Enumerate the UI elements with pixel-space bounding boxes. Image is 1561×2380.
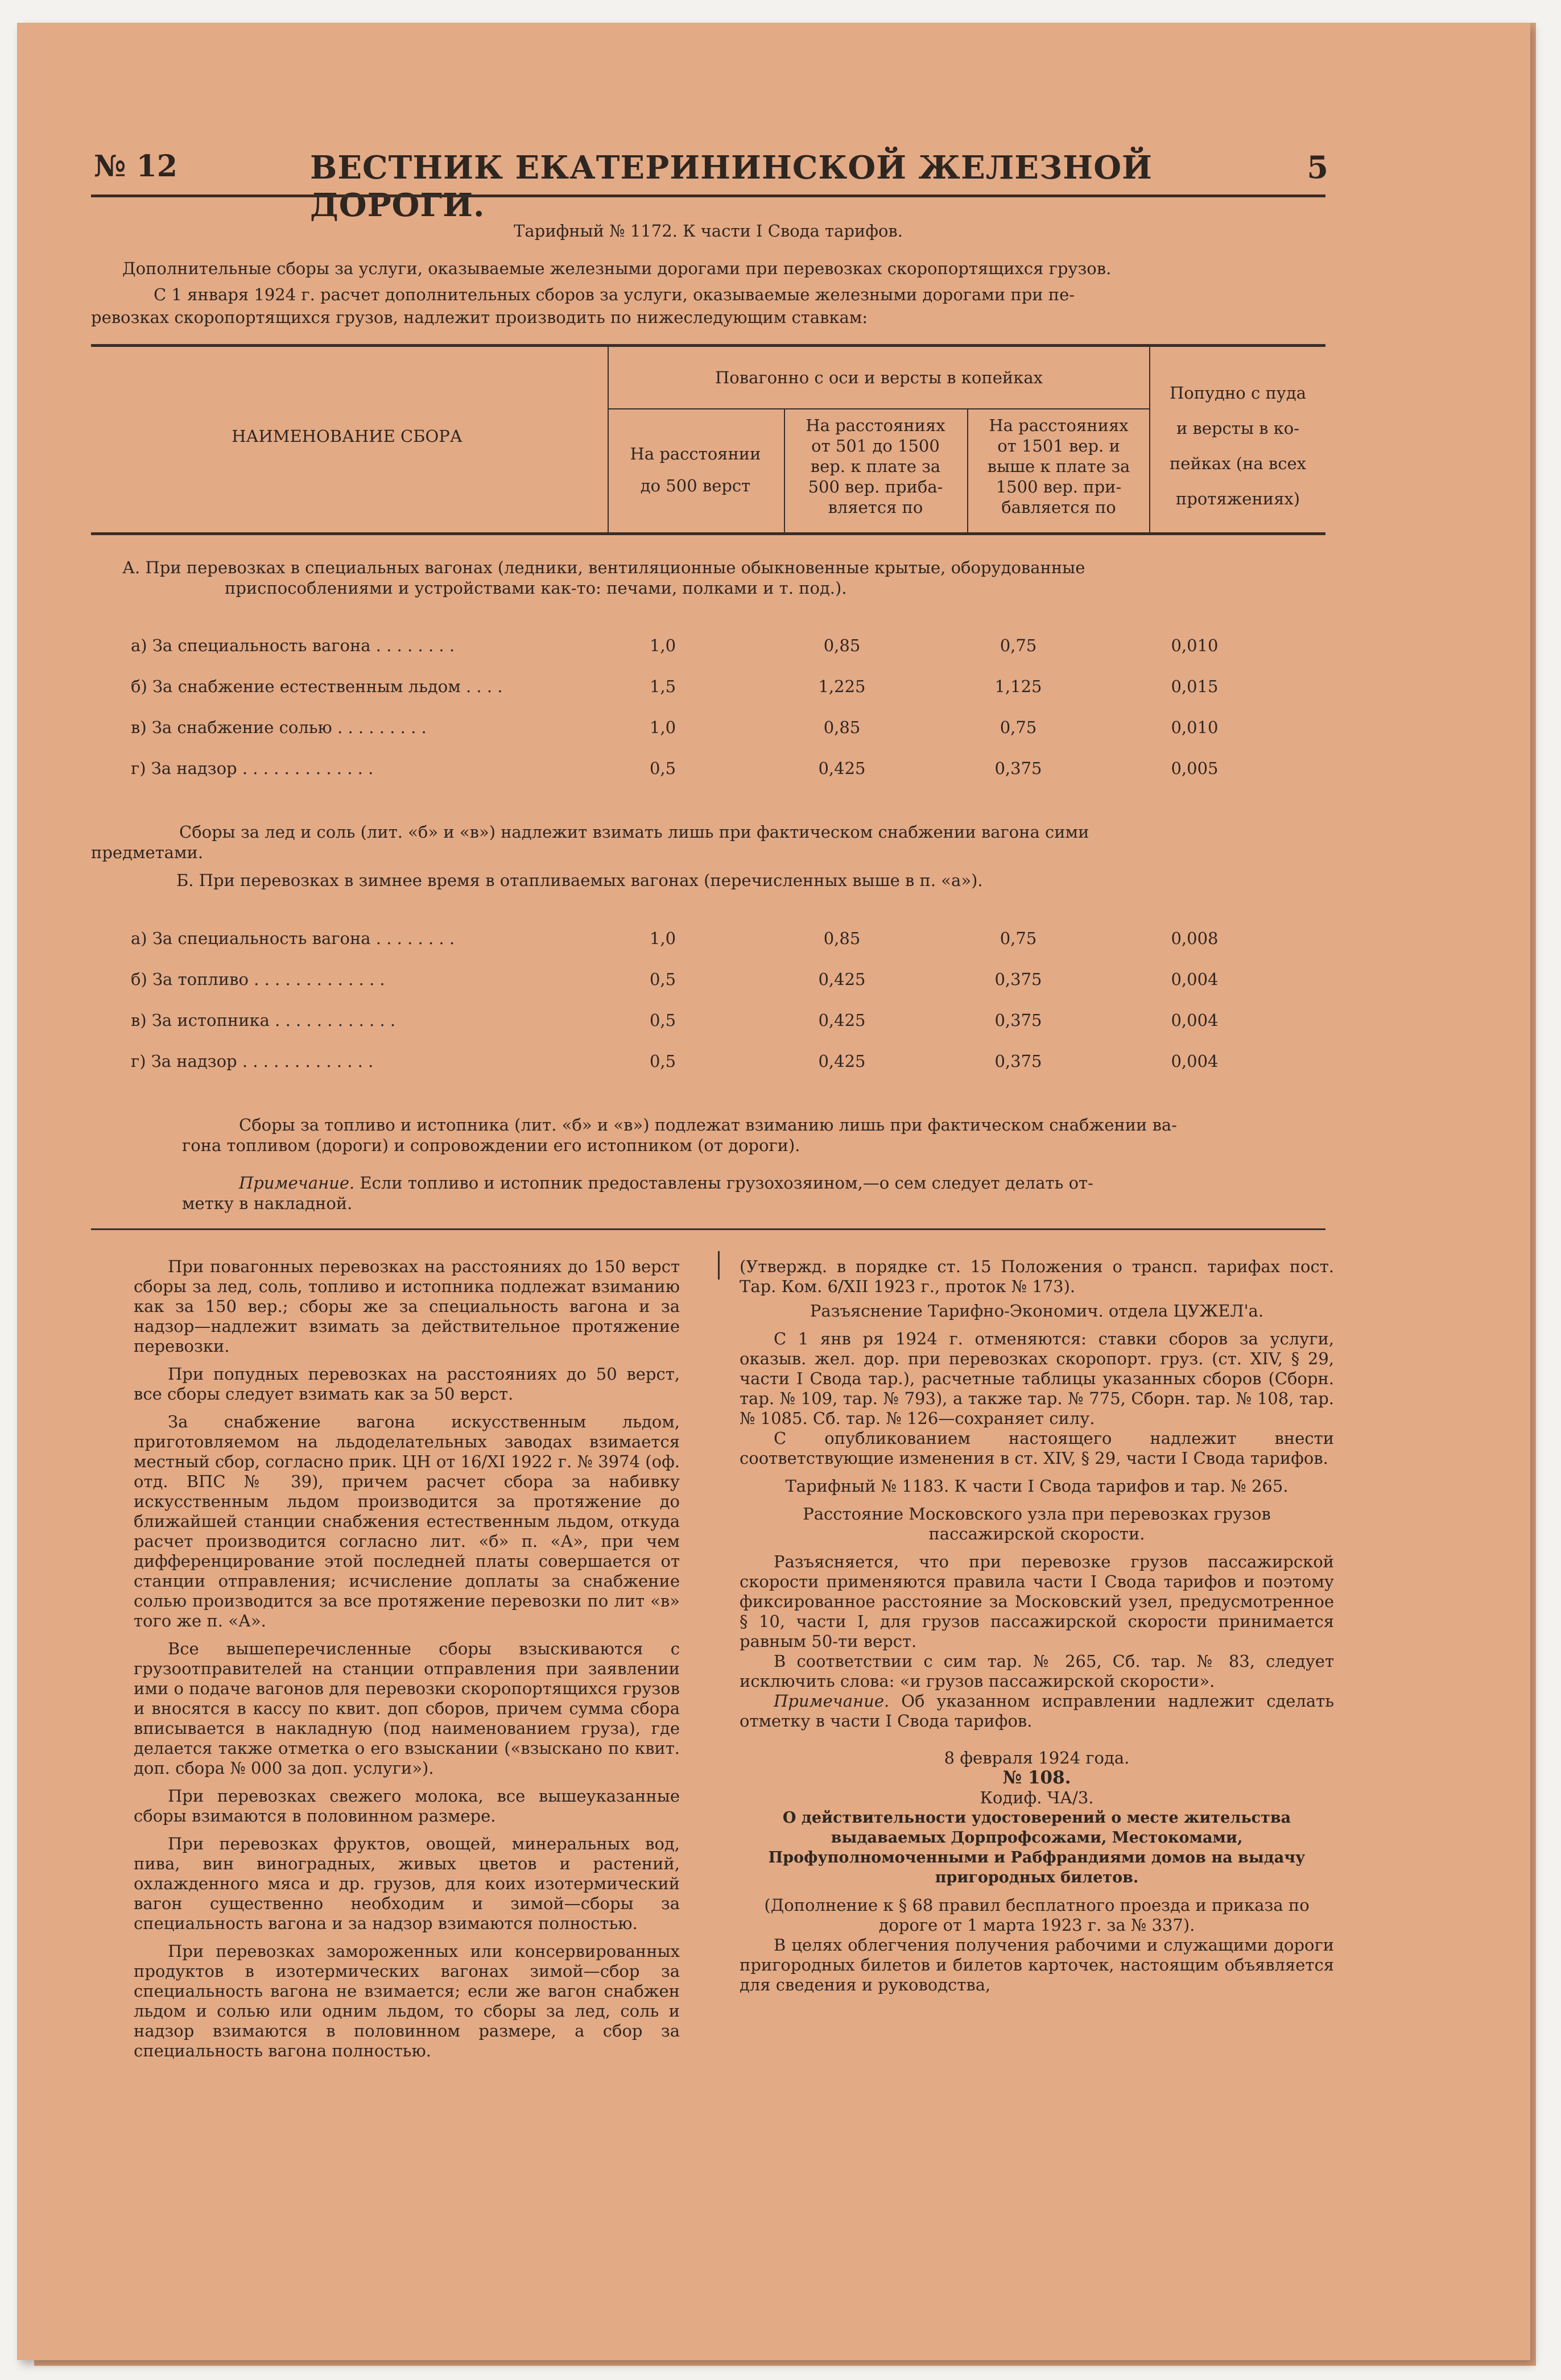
col1-line: На расстоянии [630,444,761,463]
table-cell: 0,004 [1171,1052,1219,1071]
table-cell: 0,010 [1171,636,1219,655]
col1-line: до 500 верст [640,476,751,495]
table-cell: 1,125 [994,677,1042,696]
note-a-line-2: предметами. [91,843,204,862]
table-top-rule [91,344,1325,347]
table-cell: 0,425 [818,970,866,989]
table-cell: 0,75 [1000,929,1037,948]
right-paragraph: В соответствии с сим тар. № 265, Сб. тар. № 83, следует исключить слова: «и грузов пассажирской скорости». [740,1651,1334,1691]
tariff-heading: Тарифный № 1172. К части I Свода тарифов. [514,221,903,241]
col3-line: 1500 вер. при- [996,477,1122,496]
table-header-split [608,408,1149,409]
table-cell: 0,5 [649,1011,676,1030]
right-paragraph: В целях облегчения получения рабочими и служащими дороги пригородных билетов и билетов карточек, настоящим объявляется для сведения и руководства, [740,1935,1334,1994]
table-cell: 0,375 [994,759,1042,778]
table-cell: 1,0 [649,718,676,737]
section-a-line-2: приспособлениями и устройствами как-то: печами, полками и т. под.). [225,578,847,598]
intro-line-1: Дополнительные сборы за услуги, оказываемые железными дорогами при перевозках скоропортящихся грузов. [122,259,1112,278]
left-paragraph: При повагонных перевозках на расстояниях до 150 верст сборы за лед, соль, топливо и истопника подлежат взиманию как за 150 вер.; сборы же за специальность вагона и за надзор—надлежит взимать за действительное протяжение перевозки. [134,1257,680,1356]
table-cell: 0,425 [818,759,866,778]
table-cell: 0,75 [1000,636,1037,655]
col2-line: вляется по [828,498,923,517]
table-header-bottom-rule [91,532,1325,535]
table-row-label: а) За специальность вагона . . . . . . . . [131,636,455,655]
section-rule [91,1228,1325,1230]
column-header-name: НАИМЕНОВАНИЕ СБОРА [232,427,462,446]
right-paragraph: (Утвержд. в порядке ст. 15 Положения о трансп. тарифах пост. Тар. Ком. 6/XII 1923 г., проток № 173). [740,1257,1334,1296]
left-paragraph: При перевозках замороженных или консервированных продуктов в изотермических вагонах зимой—сбор за специальность вагона не взимается; если же вагон снабжен льдом и солью или одним льдом, то сборы за лед, соль и надзор взимаются в половинном размере, а сбор за специальность вагона полностью. [134,1942,680,2060]
table-cell: 1,0 [649,929,676,948]
tariff-1183-heading: Тарифный № 1183. К части I Свода тарифов и тар. № 265. [785,1476,1289,1496]
order-number: № 108. [1002,1768,1071,1788]
table-cell: 1,225 [818,677,866,696]
newspaper-title: ВЕСТНИК ЕКАТЕРИНИНСКОЙ ЖЕЛЕЗНОЙ ДОРОГИ. [310,149,1153,224]
table-row-label: б) За топливо . . . . . . . . . . . . . [131,970,385,989]
table-cell: 0,010 [1171,718,1219,737]
table-row-label: а) За специальность вагона . . . . . . . . [131,929,455,948]
col4-line: пейках (на всех [1169,454,1307,473]
left-paragraph: При перевозках свежего молока, все вышеуказанные сборы взимаются в половинном размере. [134,1786,680,1826]
right-remark [740,1691,1334,1731]
order-title: О действительности удостоверений о месте жительства выдаваемых Дорпрофсожами, Местокомами, Профуполномоченными и Рабфрандиями домов на выдачу пригородных билетов. [768,1809,1306,1886]
table-cell: 1,5 [649,677,676,696]
column-header-per-pud [1150,375,1325,516]
column-group-header: Повагонно с оси и версты в копейках [715,368,1043,387]
right-paragraph: С 1 янв ря 1924 г. отменяются: ставки сборов за услуги, оказыв. жел. дор. при перевозках скоропорт. груз. (ст. XIV, § 29, части I Свода тар.), расчетные таблицы указанных сборов (Сборн. тар. № 109, тар. № 793), а также тар. № 775, Сборн. тар. № 108, тар. № 1085. Сб. тар. № 126—сохраняет силу. [740,1329,1334,1428]
table-cell: 0,004 [1171,970,1219,989]
table-cell: 0,008 [1171,929,1219,948]
table-cell: 0,005 [1171,759,1219,778]
table-cell: 1,0 [649,636,676,655]
table-cell: 0,375 [994,970,1042,989]
left-paragraph: При попудных перевозках на расстояниях до 50 верст, все сборы следует взимать как за 50 верст. [134,1364,680,1404]
table-row-label: в) За снабжение солью . . . . . . . . . [131,718,427,737]
table-row-label: г) За надзор . . . . . . . . . . . . . [131,759,374,778]
moscow-node-heading: Расстояние Московского узла при перевозках грузов пассажирской скорости. [803,1504,1271,1543]
table-cell: 0,5 [649,759,676,778]
note-a-line-1: Сборы за лед и соль (лит. «б» и «в») надлежит взимать лишь при фактическом снабжении вагона сими [179,822,1089,842]
col3-line: выше к плате за [987,457,1130,476]
table-cell: 0,375 [994,1011,1042,1030]
codification: Кодиф. ЧА/3. [980,1788,1094,1807]
col3-line: На расстояниях [989,416,1129,435]
table-cell: 0,425 [818,1052,866,1071]
table-row-label: в) За истопника . . . . . . . . . . . . [131,1011,396,1030]
left-column [134,1257,680,2061]
intro-line-2: С 1 января 1924 г. расчет дополнительных сборов за услуги, оказываемые железными дорогами при пе- [154,285,1075,304]
left-paragraph: При перевозках фруктов, овощей, минеральных вод, пива, вин виноградных, живых цветов и растений, охлажденного мяса и др. грузов, для коих изотермический вагон существенно необходим и зимой—сборы за специальность вагона и за надзор взимаются полностью. [134,1834,680,1933]
left-paragraph: Все вышеперечисленные сборы взыскиваются с грузоотправителей на станции отправления при заявлении ими о подаче вагонов для перевозки скоропортящихся грузов и вносятся в кассу по квит. доп сборов, причем сумма сбора вписывается в накладную (под наименованием груза), где делается также отметка о его взыскании («взыскано по квит. доп. сбора № 000 за доп. услуги»). [134,1639,680,1778]
table-cell: 0,425 [818,1011,866,1030]
col2-line: вер. к плате за [810,457,941,476]
column-header-1501 [968,415,1149,518]
remark-text: Если топливо и истопник предоставлены грузохозяином,—о сем следует делать от- [360,1173,1093,1193]
table-cell: 0,015 [1171,677,1219,696]
table-cell: 0,375 [994,1052,1042,1071]
right-paragraph: Разъясняется, что при перевозке грузов пассажирской скорости применяются правила части I Свода тарифов и поэтому фиксированное расстояние за Московский узел, предусмотренное § 10, части I, для грузов пассажирской скорости принимается равным 50-ти верст. [740,1552,1334,1651]
table-cell: 0,75 [1000,718,1037,737]
right-subheading: Разъяснение Тарифно-Экономич. отдела ЦУЖЕЛ'а. [810,1301,1264,1321]
table-row-label: г) За надзор . . . . . . . . . . . . . [131,1052,374,1071]
column-header-500 [609,438,782,502]
col4-line: протяжениях) [1175,489,1300,508]
column-header-501-1500 [785,415,966,518]
note-b-line-1: Сборы за топливо и истопника (лит. «б» и «в») подлежат взиманию лишь при фактическом снабжении ва- [239,1115,1177,1135]
section-a-line-1: А. При перевозках в специальных вагонах (ледники, вентиляционные обыкновенные крытые, оборудованные [122,558,1085,577]
intro-line-3: ревозках скоропортящихся грузов, надлежит производить по нижеследующим ставкам: [91,308,868,327]
page-number: 5 [1307,149,1328,185]
remark-text: Об указанном исправлении надлежит сделать отметку в части I Свода тарифов. [740,1691,1335,1731]
remark-line-1 [239,1173,1093,1193]
right-paragraph: С опубликованием настоящего надлежит внести соответствующие изменения в ст. XIV, § 29, части I Свода тарифов. [740,1429,1334,1468]
remark-line-2: метку в накладной. [182,1194,353,1213]
col2-line: 500 вер. приба- [808,477,943,496]
masthead-rule [91,194,1325,197]
remark-label: Примечание. [239,1173,355,1193]
order-addendum: (Дополнение к § 68 правил бесплатного проезда и приказа по дороге от 1 марта 1923 г. за № 337). [764,1895,1310,1935]
left-paragraph: За снабжение вагона искусственным льдом, приготовляемом на льдоделательных заводах взимается местный сбор, согласно прик. ЦН от 16/XI 1922 г. № 3974 (оф. отд. ВПС № 39), причем расчет сбора за набивку искусственным льдом производится за протяжение до ближайшей станции снабжения естественным льдом, откуда расчет производится согласно лит. «б» п. «А», при чем дифференцирование этой последней платы совершается от станции отправления; исчисление доплаты за снабжение солью производится за все протяжение перевозки по лит «в» того же п. «А». [134,1412,680,1630]
col3-line: от 1501 вер. и [997,436,1120,456]
col4-line: Попудно с пуда [1169,383,1306,403]
column-separator [718,1251,720,1280]
col4-line: и версты в ко- [1176,419,1300,438]
col3-line: бавляется по [1001,498,1116,517]
right-column [740,1257,1334,1995]
remark-label: Примечание. [774,1691,890,1711]
section-b-heading: Б. При перевозках в зимнее время в отапливаемых вагонах (перечисленных выше в п. «а»). [176,871,983,890]
order-date: 8 февраля 1924 года. [944,1748,1130,1768]
table-cell: 0,004 [1171,1011,1219,1030]
col2-line: от 501 до 1500 [811,436,940,456]
table-cell: 0,85 [823,636,861,655]
table-cell: 0,85 [823,929,861,948]
table-cell: 0,85 [823,718,861,737]
masthead [94,149,1328,224]
note-b-line-2: гона топливом (дороги) и сопровождении его истопником (от дороги). [182,1136,800,1155]
table-cell: 0,5 [649,970,676,989]
table-cell: 0,5 [649,1052,676,1071]
issue-number: № 12 [94,149,177,184]
col2-line: На расстояниях [806,416,945,435]
table-row-label: б) За снабжение естественным льдом . . . . [131,677,503,696]
